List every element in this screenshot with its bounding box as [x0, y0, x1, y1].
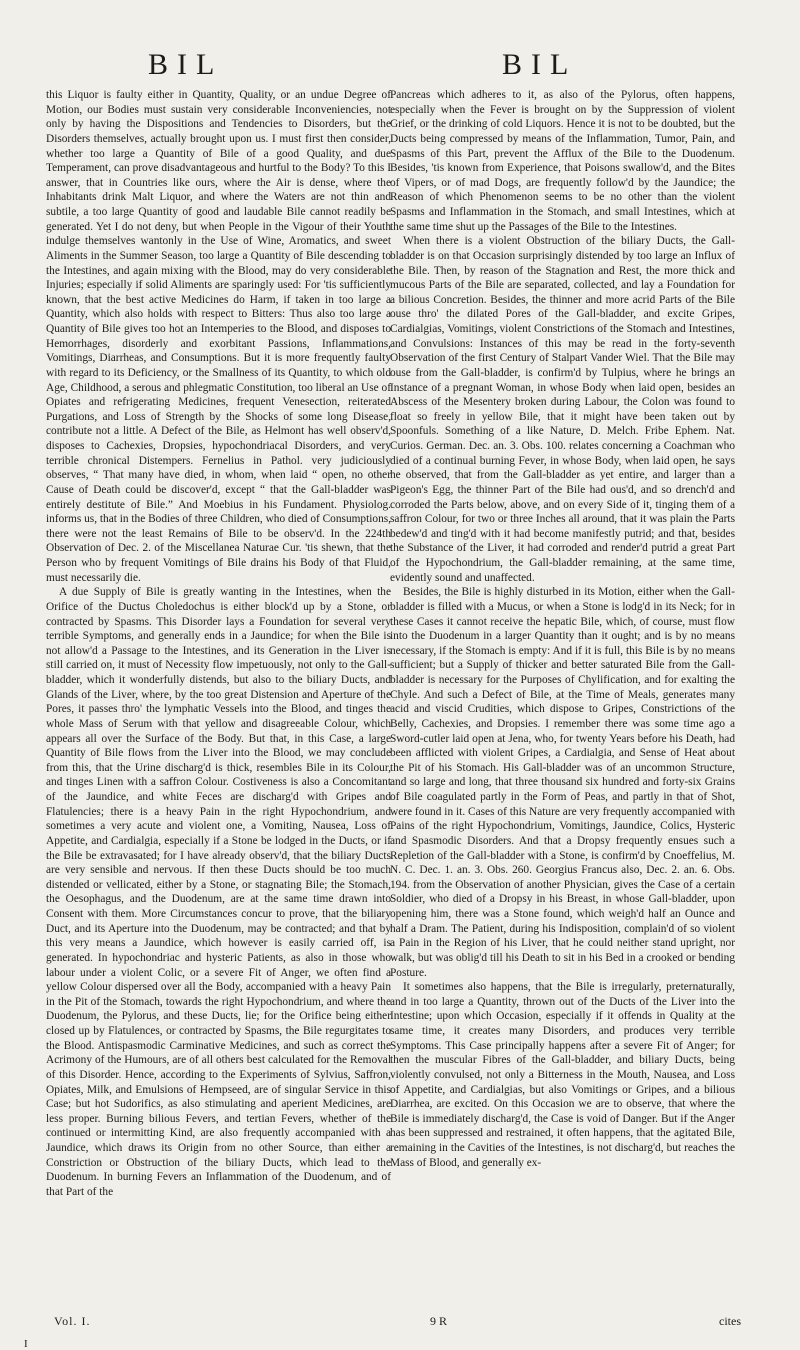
- volume-label: Vol. I.: [54, 1314, 91, 1328]
- running-head-right: BIL: [502, 48, 578, 81]
- signature-mark: 9 R: [430, 1314, 448, 1328]
- paragraph: It sometimes also happens, that the Bile is irregularly, preternaturally, and in too large a Quantity, thrown out of the Ducts of the Liver into the Intestine; upon which Occasion, especially if it offends in Quality at the same time, it creates many Disorders, and produces very terrible Symptoms. This Case principally happens after a severe Fit of Anger; for then the muscular Fibres of the Gall-bladder, and biliary Ducts, being violently convulsed, not only a Bitterness in the Mouth, Nausea, and Loss of Appetite, and Cardialgias, but also Vomitings or Gripes, and a bilious Diarrhea, are excited. On this Occasion we are to observe, that where the Bile is immediately discharg'd, the Case is void of Danger. But if the Anger has been suppressed and restrained, it often happens, that the agitated Bile, remaining in the Cavities of the Intestines, is not discharg'd, but reaches the Mass of Blood, and generally ex-: [390, 981, 735, 1169]
- paragraph: this Liquor is faulty either in Quantity, Quality, or an undue Degree of Motion, our Bodies must sustain very considerable Inconveniencies, not only by having the Dispositions and Tendencies to Disorders, but the Disorders themselves, actually brought upon us. I must first then consider, whether too large a Quantity of Bile of a good Quality, and due Temperament, can prove disadvantageous and hurtful to the Body? To this I answer, that in Countries like ours, where the Air is dense, where the Inhabitants drink Malt Liquor, and where the Waters are not thin and subtile, a too large Quantity of good and laudable Bile cannot readily be generated. Yet I do not deny, but when People in the Vigour of their Youth indulge themselves wantonly in the Use of Wine, Aromatics, and sweet Aliments in the Summer Season, too large a Quantity of Bile descending to the Intestines, and again mixing with the Blood, may do very considerable Injuries; especially if solid Aliments are sparingly used: For 'tis sufficiently known, that the best active Medicines do Harm, if taken in too large a Quantity, which also holds with respect to Bitters: Thus also too large a Quantity of Bile gives too hot an Intemperies to the Blood, and disposes to Hemorrhages, disorderly and exorbitant Passions, Inflammations, Vomitings, Diarrheas, and Consumptions. But it is more frequently faulty with regard to its Deficiency, or the Smallness of its Quantity, to which old Age, Childhood, a serous and phlegmatic Constitution, too liberal an Use of Opiates and refrigerating Medicines, frequent Venesection, reiterated Purgations, and Loss of Strength by the Shocks of some long Disease, contribute not a little. A Defect of the Bile, as Helmont has well observ'd, disposes to Cachexies, Dropsies, hypochondriacal Disorders, and very terrible chronical Distempers. Fernelius in Pathol. very judiciously observes, “ That many have died, in whom, when laid “ open, no other Cause of Death could be discover'd, except “ that the Gall-bladder was entirely destitute of Bile.” And Moebius in his Fundament. Physiolog. informs us, that in the Bodies of three Children, who died of Consumptions, there were not the least Remains of Bile to be observ'd. In the 224th Observation of Dec. 2. of the Miscellanea Naturae Cur. 'tis shewn, that the Person who by frequent Vomitings of Bile drains his Body of that Fluid, must necessarily die.: [46, 89, 392, 584]
- paragraph: When there is a violent Obstruction of the biliary Ducts, the Gall-bladder is on that Occasion surprisingly distended by too large an Influx of the Bile. Then, by reason of the Stagnation and Rest, the more thick and mucous Parts of the Bile are separated, collected, and lay a Foundation for a bilious Concretion. Besides, the thinner and more acrid Parts of the Bile ouse thro' the dilated Pores of the Gall-bladder, and excite Gripes, Cardialgias, Vomitings, violent Constrictions of the Stomach and Intestines, and Convulsions: Instances of this may be read in the forty-seventh Observation of the first Century of Stalpart Vander Wiel. That the Bile may ouse from the Gall-bladder, is confirm'd by Tulpius, where he brings an Instance of a pregnant Woman, in whose Body when laid open, besides an Abscess of the Mesentery broken during Labour, the Colon was found to float so freely in yellow Bile, that it might have been taken out by Spoonfuls. Something of a like Nature, D. Melch. Fribe Ephem. Nat. Curios. German. Dec. an. 3. Obs. 100. relates concerning a Coachman who died of a continual burning Fever, in whose Body, when laid open, he says he observed, that from the Gall-bladder as yet entire, and larger than a Pigeon's Egg, the thinner Part of the Bile had ous'd, and so drench'd and corroded the Parts below, above, and on every Side of it, tinging them of a saffron Colour, for two or three Inches all around, that it was plain the Parts bedew'd and ting'd with it had become manifestly putrid; and that, besides the Substance of the Liver, it had corroded and render'd putrid a great Part of the Hypochondrium, the Gall-bladder remaining, at the same time, evidently sound and unaffected.: [390, 235, 735, 584]
- running-head-left: BIL: [148, 48, 224, 81]
- page-footer: [0, 1314, 800, 1350]
- paragraph: Pancreas which adheres to it, as also of the Pylorus, often happens, especially when the Fever is brought on by the Suppression of violent Grief, or the drinking of cold Liquors. Hence it is not to be doubted, but the Ducts being compressed by means of the Inflammation, Tumor, Pain, and Spasms of this Part, prevent the Afflux of the Bile to the Duodenum. Besides, 'tis known from Experience, that Poisons swallow'd, and the Bites of Vipers, or of mad Dogs, are frequently follow'd by the Jaundice; the Reason of which Phenomenon seems to be no other than the violent Spasms and Inflammation in the Stomach, and small Intestines, which at the same time shut up the Passages of the Bile to the Intestines.: [390, 89, 735, 233]
- left-column: [46, 88, 391, 1200]
- catchword: cites: [719, 1314, 741, 1328]
- margin-mark: I: [24, 1338, 28, 1350]
- running-head: [0, 48, 800, 88]
- paragraph: Besides, the Bile is highly disturbed in its Motion, either when the Gall-bladder is filled with a Mucus, or when a Stone is lodg'd in its Neck; for in these Cases it cannot receive the hepatic Bile, which, of course, must flow into the Duodenum in a larger Quantity than it ought; and is by no means necessary, if the Stomach is empty: And if it is full, this Bile is by no means sufficient; but a Supply of thicker and better saturated Bile from the Gall-bladder is necessary for the Purposes of Chylification, and for exalting the Chyle. And such a Defect of Bile, at the Time of Meals, generates many acid and viscid Crudities, which dispose to Gripes, Constrictions of the Belly, Cachexies, and Dropsies. I remember there was some time ago a Sword-cutler laid open at Jena, who, for twenty Years before his Death, had been afflicted with violent Gripes, a Cardialgia, and Sense of Heat about the Pit of his Stomach. His Gall-bladder was of an uncommon Structure, and so large and long, that three thousand six hundred and forty-six Grains of Bile coagulated partly in the Form of Peas, and partly in that of Shot, were found in it. Cases of this Nature are very frequently accompanied with Pains of the right Hypochondrium, Vomitings, Jaundice, Colics, Hysteric and Spasmodic Disorders. And that a Dropsy frequently ensues such a Repletion of the Gall-bladder with a Stone, is confirm'd by Cnoeffelius, M. N. C. Dec. 1. an. 3. Obs. 260. Georgius Francus also, Dec. 2. an. 6. Obs. 194. from the Observation of another Physician, gives the Case of a certain Soldier, who died of a Dropsy in his Breast, in whose Gall-bladder, upon opening him, there was a Stone found, which weigh'd half an Ounce and half a Dram. The Patient, during his Indisposition, complain'd of so violent a Pain in the Region of his Liver, that he could neither stand upright, nor walk, but was oblig'd till his Death to sit in his Bed in a crooked or bending Posture.: [390, 586, 735, 979]
- right-column: [390, 88, 735, 1170]
- paragraph: A due Supply of Bile is greatly wanting in the Intestines, when the Orifice of the Ductus Choledochus is either block'd up by a Stone, or contracted by Spasms. This Disorder lays a Foundation for several very terrible Symptoms, and generally ends in a Jaundice; for when the Bile is not allow'd a Passage to the Intestines, and its Generation in the Liver is still carried on, it must of Necessity flow impetuously, not only to the Gall-bladder, which it wonderfully distends, but also to the biliary Ducts, and Glands of the Liver, where, by the too great Distension and Aperture of the Pores, it passes thro' the lymphatic Vessels into the Blood, and tinges the whole Mass of Serum with that yellow and disagreeable Colour, which appears all over the Surface of the Body. But that, in this Case, a large Quantity of Bile flows from the Liver into the Blood, we may conclude from this, that the Urine discharg'd is thick, resembles Bile in its Colour, and tinges Linen with a saffron Colour. Costiveness is also a Concomitant of the Jaundice, and white Feces are discharg'd with Gripes and Flatulencies; there is a heavy Pain in the right Hypochondrium, and sometimes a very acute and violent one, a Vomiting, Nausea, Loss of Appetite, and Cardialgia, especially if a Stone be lodged in the Ducts, or if the Bile be extravasated; for I have already observ'd, that the biliary Ducts are very sensible and nervous. If then these Ducts should be too much distended or vellicated, either by a Stone, or stagnating Bile; the Stomach, the Oesophagus, and the Duodenum, are at the same time drawn into Consent with them. More Circumstances concur to prove, that the biliary Duct, and its Aperture into the Duodenum, may be contracted; and that by this very means a Jaundice, which however is easily carried off, is generated. In hypochondriac and hysteric Patients, as also in those who labour under a violent Colic, or a severe Fit of Anger, we often find a yellow Colour dispersed over all the Body, accompanied with a heavy Pain in the Pit of the Stomach, towards the right Hypochondrium, and where the Duodenum, the Pylorus, and these Ducts, lie; for the Orifice being either closed up by Flatulences, or contracted by Spasms, the Bile regurgitates to the Blood. Antispasmodic Carminative Medicines, and such as correct the Acrimony of the Humours, are of all others best calculated for the Removal of this Disorder. Hence, according to the Experiments of Sylvius, Saffron, Opiates, Milk, and Emulsions of Hempseed, are of singular Service in this Case; but hot Sudorifics, as also stimulating and aperient Medicines, are less proper. Burning bilious Fevers, and tertian Fevers, whether of the continued or intermitting Kind, are also frequently accompanied with a Jaundice, which draws its Origin from no other Source, than either a Constriction or Obstruction of the biliary Ducts, which lead to the Duodenum. In burning Fevers an Inflammation of the Duodenum, and of that Part of the: [46, 586, 391, 1198]
- column-gutter: [383, 88, 384, 1300]
